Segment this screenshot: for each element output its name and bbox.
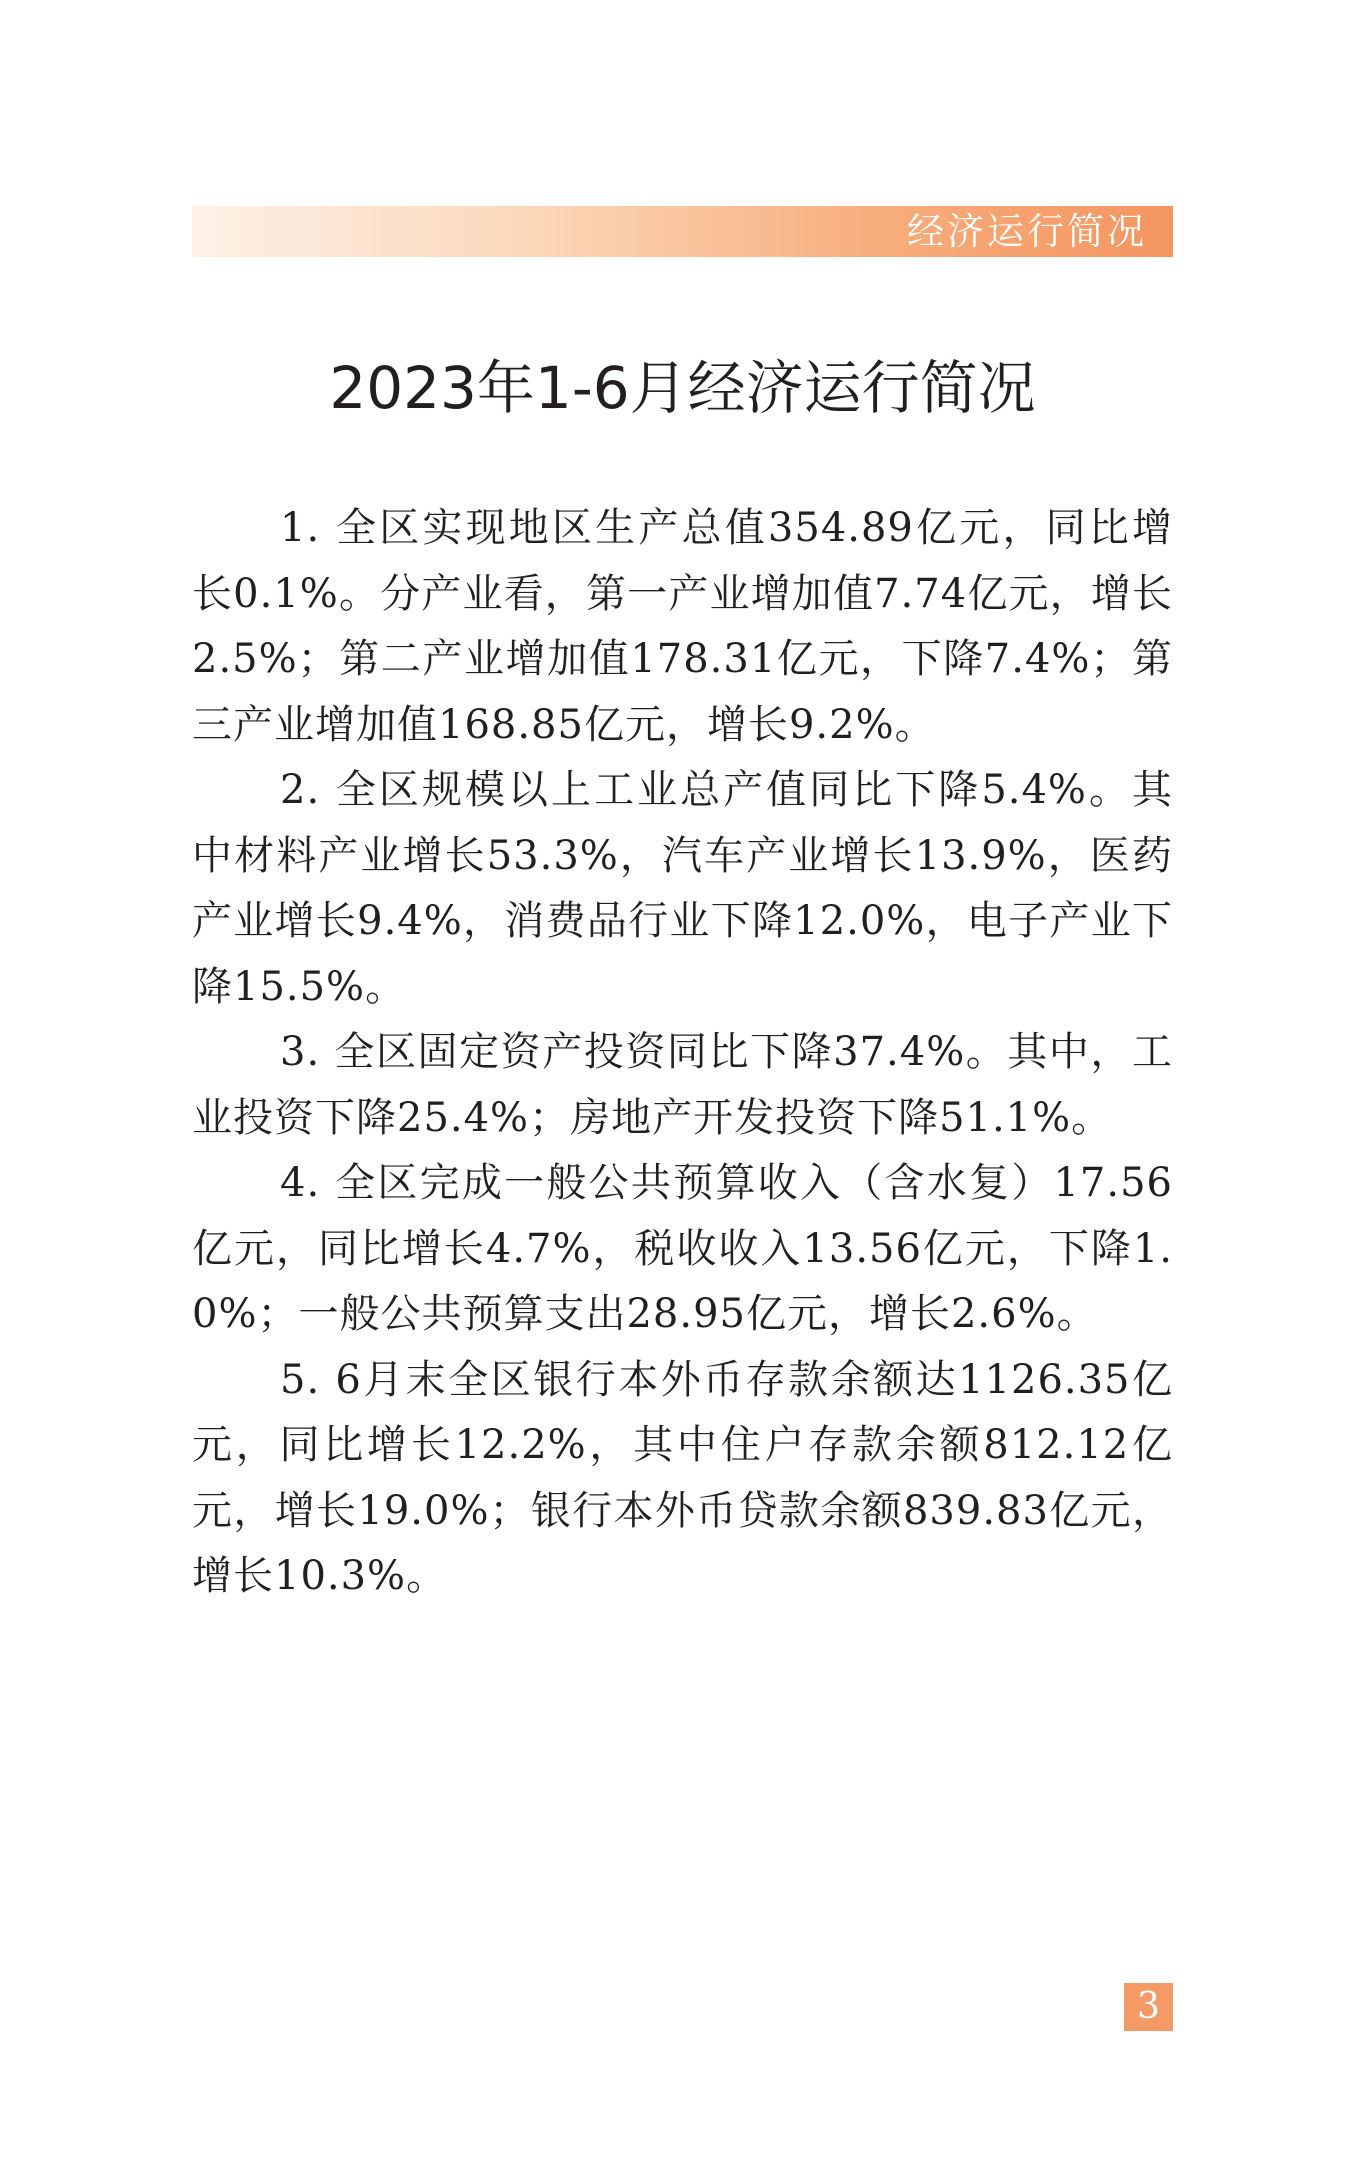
page-number: 3 [1124,1983,1173,2031]
document-body [192,496,1173,1610]
paragraph-gdp: 1. 全区实现地区生产总值354.89亿元，同比增长0.1%。分产业看，第一产业增加值7.74亿元，增长2.5%；第二产业增加值178.31亿元，下降7.4%；第三产业增加值168.85亿元，增长9.2%。 [192,505,1173,748]
page-title: 2023年1-6月经济运行简况 [329,354,1036,422]
section-header-label: 经济运行简况 [907,210,1147,253]
section-header-band [192,206,1173,257]
paragraph-public-budget: 4. 全区完成一般公共预算收入（含水复）17.56亿元，同比增长4.7%，税收收入13.56亿元，下降1.0%；一般公共预算支出28.95亿元，增长2.6%。 [192,1160,1173,1337]
paragraph-fixed-asset-investment: 3. 全区固定资产投资同比下降37.4%。其中，工业投资下降25.4%；房地产开发投资下降51.1%。 [192,1029,1173,1141]
paragraph-industrial-output: 2. 全区规模以上工业总产值同比下降5.4%。其中材料产业增长53.3%，汽车产业增长13.9%，医药产业增长9.4%，消费品行业下降12.0%，电子产业下降15.5%。 [192,767,1173,1010]
paragraph-bank-deposits-loans: 5. 6月末全区银行本外币存款余额达1126.35亿元，同比增长12.2%，其中住户存款余额812.12亿元，增长19.0%；银行本外币贷款余额839.83亿元，增长10.3%。 [192,1356,1173,1599]
